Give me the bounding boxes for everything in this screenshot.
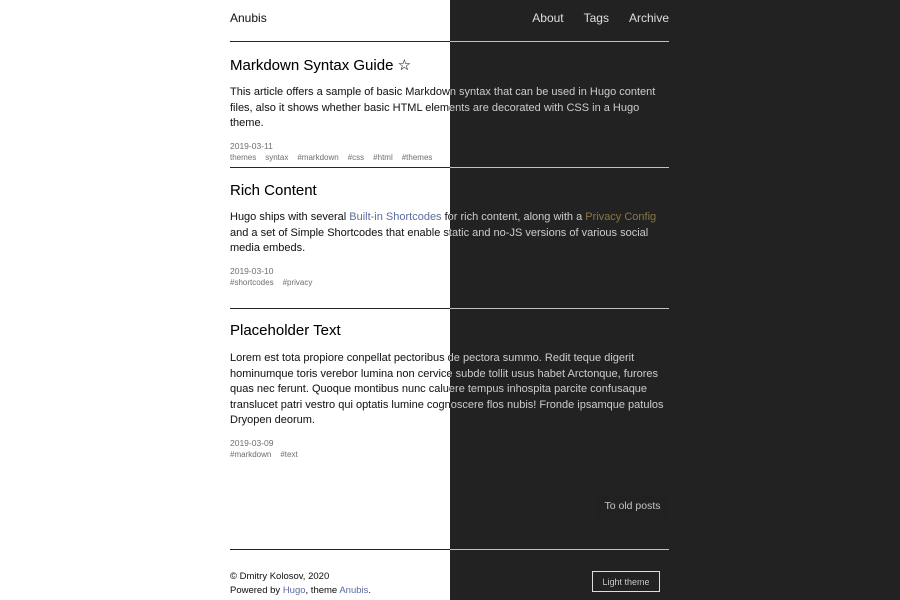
post-date: 2019-03-10 — [230, 265, 274, 276]
summary-text: and a set of Simple Shortcodes that enable static and no-JS versions of various social media embeds. — [230, 226, 649, 255]
post-card — [230, 322, 669, 459]
site-title[interactable]: Anubis — [230, 11, 267, 25]
post-title[interactable]: Markdown Syntax Guide ☆ — [230, 57, 412, 74]
post-tags — [230, 278, 669, 287]
post-divider — [230, 167, 669, 168]
post-date: 2019-03-11 — [230, 140, 273, 151]
theme-toggle-button[interactable]: Light theme — [592, 571, 660, 592]
hugo-link[interactable]: Hugo — [282, 584, 306, 596]
nav-about[interactable]: About — [532, 11, 564, 25]
post-divider — [230, 308, 669, 309]
nav-tags[interactable]: Tags — [583, 11, 609, 25]
header-divider — [230, 41, 669, 42]
post-summary: Lorem est tota propiore conpellat pectoribus de pectora summo. Redit teque digerit hominumque toris verebor lumina non cervice subde tollit usus habet Arctonque, furores quas nec ferunt. Quoque montibus nunc caluere tempus inhospita parcite confusaque translucet patri vestro qui optatis lumine cognoscere flos nubis! Fronde ipsamque patulos Dryopen deorum. — [230, 352, 664, 427]
tag-link[interactable]: syntax — [265, 152, 289, 162]
copyright-text: © Dmitry Kolosov, 2020 — [230, 571, 330, 582]
tag-link[interactable]: #themes — [401, 152, 433, 162]
built-in-shortcodes-link[interactable]: Built-in Shortcodes — [349, 211, 442, 223]
tag-link[interactable]: #markdown — [297, 152, 339, 162]
powered-by-text: Powered by — [230, 584, 283, 596]
summary-text: for rich content, along with a — [441, 211, 586, 223]
post-date: 2019-03-09 — [230, 437, 274, 448]
footer-divider — [230, 549, 669, 550]
main-nav — [532, 11, 669, 25]
post-tags — [230, 450, 669, 459]
period-text: . — [368, 584, 372, 596]
nav-archive[interactable]: Archive — [628, 11, 669, 25]
post-title[interactable]: Rich Content — [230, 182, 317, 199]
tag-link[interactable]: #css — [347, 152, 365, 162]
tag-link[interactable]: #shortcodes — [230, 277, 274, 287]
post-tags — [230, 153, 669, 162]
older-posts-button[interactable]: To old posts — [596, 490, 669, 521]
post-card — [230, 182, 669, 287]
tag-link[interactable]: #markdown — [230, 449, 272, 459]
tag-link[interactable]: #html — [373, 152, 393, 162]
post-summary: This article offers a sample of basic Markdown syntax that can be used in Hugo content files, also it shows whether basic HTML elements are decorated with CSS in a Hugo theme. — [230, 86, 656, 130]
tag-link[interactable]: themes — [230, 152, 257, 162]
tag-link[interactable]: #privacy — [282, 277, 313, 287]
post-title[interactable]: Placeholder Text — [230, 322, 341, 339]
powered-by-line — [230, 584, 371, 598]
post-summary — [230, 210, 669, 257]
anubis-theme-link[interactable]: Anubis — [339, 584, 369, 596]
site-footer — [230, 570, 371, 597]
summary-text: Hugo ships with several — [230, 211, 350, 223]
theme-text: , theme — [305, 584, 340, 596]
privacy-config-link[interactable]: Privacy Config — [585, 211, 657, 223]
tag-link[interactable]: #text — [280, 449, 298, 459]
post-card — [230, 56, 669, 162]
